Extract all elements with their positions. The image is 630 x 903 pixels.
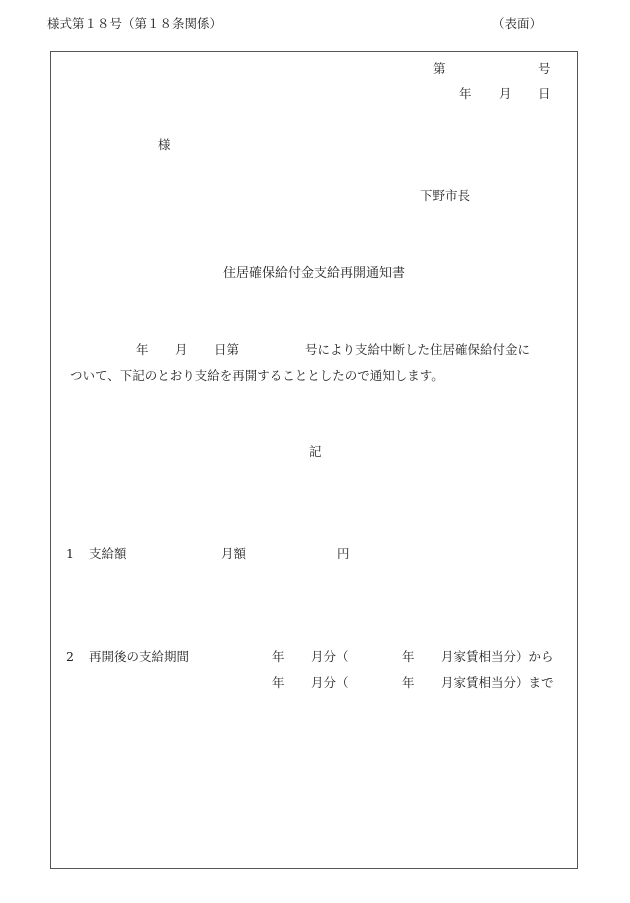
form-number: 様式第１８号（第１８条関係） [47,16,223,31]
body-day-no: 日第 [214,342,240,357]
issuer: 下野市長 [420,188,471,203]
item2-from-year2: 年 [402,649,415,664]
body-year: 年 [136,342,149,357]
item1-monthly: 月額 [221,546,247,561]
item2-to-year2: 年 [402,675,415,690]
date-year: 年 [459,86,472,101]
item1-number: 1 [66,546,74,561]
ki-heading: 記 [309,444,322,459]
body-line2: ついて、下記のとおり支給を再開することとしたので通知します。 [70,368,444,383]
document-frame [50,51,578,869]
body-month: 月 [175,342,188,357]
item2-to-rent: 月家賃相当分）まで [441,675,554,690]
item1-unit: 円 [337,546,350,561]
item2-from-rent: 月家賃相当分）から [441,649,554,664]
item2-number: 2 [66,649,74,664]
item2-from-month: 月分（ [311,649,349,664]
recipient-suffix: 様 [158,137,171,152]
document-title: 住居確保給付金支給再開通知書 [223,266,406,281]
body-line1-rest: 号により支給中断した住居確保給付金に [305,342,531,357]
item1-label: 支給額 [89,546,127,561]
date-month: 月 [499,86,512,101]
item2-from-year: 年 [272,649,285,664]
item2-to-year: 年 [272,675,285,690]
item2-label: 再開後の支給期間 [89,649,190,664]
doc-number-prefix: 第 [433,61,446,76]
date-day: 日 [538,86,551,101]
item2-to-month: 月分（ [311,675,349,690]
side-label: （表面） [492,16,543,31]
doc-number-suffix: 号 [538,61,551,76]
